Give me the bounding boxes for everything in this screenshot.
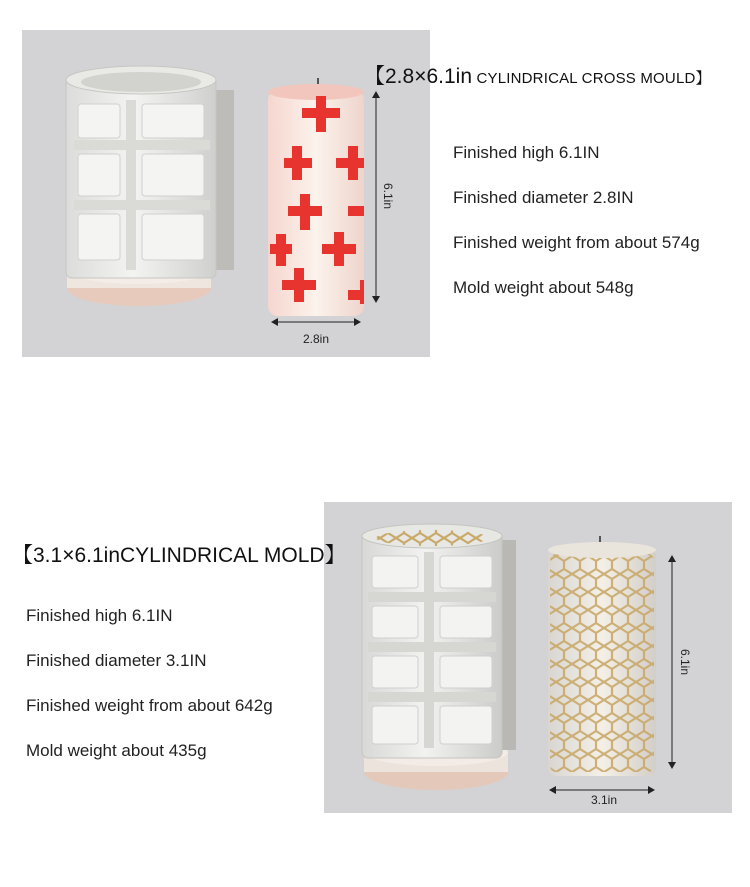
product2-title: 【3.1×6.1inCYLINDRICAL MOLD】 [12, 544, 346, 567]
product1-spec-mold-weight: Mold weight about 548g [453, 278, 634, 297]
width-dimension [549, 786, 655, 807]
product1-spec-height: Finished high 6.1IN [453, 143, 600, 162]
product1-spec-diameter: Finished diameter 2.8IN [453, 188, 634, 207]
product2-photo [324, 502, 732, 813]
product2-spec-finished-weight: Finished weight from about 642g [26, 696, 273, 715]
product1-title-name: CYLINDRICAL CROSS MOULD】 [476, 70, 711, 87]
lattice-candle [548, 536, 656, 776]
height-dimension [372, 91, 395, 303]
dim-height-label: 6.1in [381, 182, 395, 210]
cross-candle [268, 78, 364, 316]
cylindrical-mold [66, 66, 234, 278]
height-dimension [668, 555, 692, 769]
dim-width-label: 2.8in [302, 332, 330, 346]
product1-spec-finished-weight: Finished weight from about 574g [453, 233, 700, 252]
dim-width-label: 3.1in [590, 793, 618, 807]
product2-spec-height: Finished high 6.1IN [26, 606, 173, 625]
product1-title [364, 60, 711, 90]
width-dimension [271, 318, 361, 346]
product1-title-dims: 【2.8×6.1in [364, 65, 472, 88]
cylindrical-mold [362, 524, 516, 758]
dim-height-label: 6.1in [678, 648, 692, 676]
product2-spec-mold-weight: Mold weight about 435g [26, 741, 207, 760]
product2-spec-diameter: Finished diameter 3.1IN [26, 651, 207, 670]
